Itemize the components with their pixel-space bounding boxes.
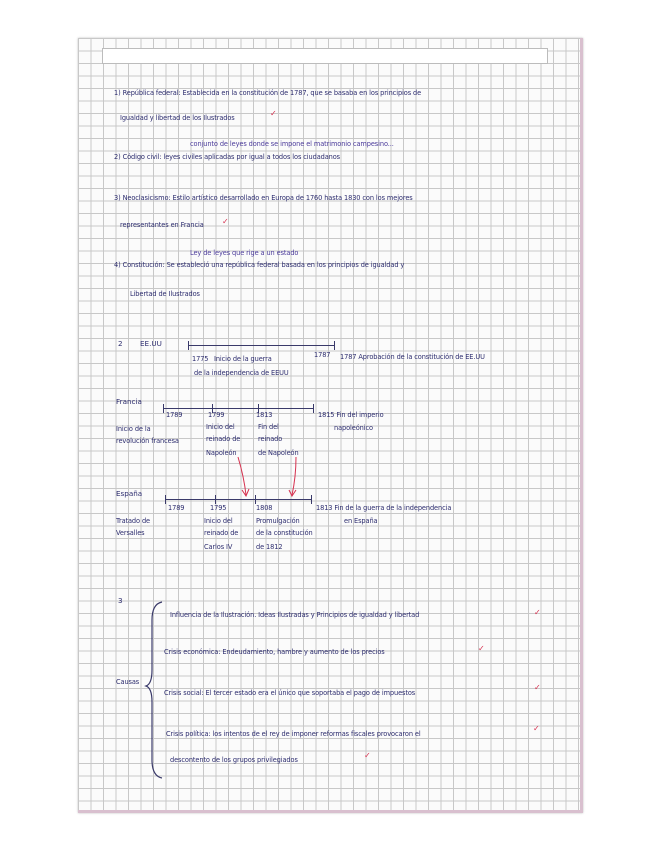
- check-mark: ✓: [270, 109, 277, 118]
- spain-label: España: [116, 489, 143, 498]
- usa-event-1b: de la independencia de EEUU: [194, 369, 289, 377]
- spain-event-3a: Promulgación: [256, 517, 300, 525]
- timeline-tick: [255, 495, 256, 504]
- item-2-line: 2) Código civil: leyes civiles aplicadas por igual a todos los ciudadanos: [114, 153, 341, 161]
- timeline-tick: [163, 404, 164, 413]
- timeline-tick: [311, 495, 312, 504]
- spain-event-4b: en España: [344, 517, 378, 525]
- usa-label: EE.UU: [140, 339, 162, 348]
- cause-4-line-b: descontento de los grupos privilegiados: [170, 756, 298, 764]
- spain-event-3c: de 1812: [256, 543, 283, 551]
- spain-event-1b: Versalles: [116, 529, 145, 537]
- page-header-box: [102, 48, 548, 64]
- timeline-tick: [215, 495, 216, 504]
- france-year-2: 1799: [208, 411, 225, 419]
- spain-event-3b: de la constitución: [256, 529, 313, 537]
- france-event-3b: reinado: [258, 435, 283, 443]
- arrow-icons: [230, 455, 310, 505]
- item-1-line-b: Igualdad y libertad de los Ilustrados: [120, 114, 235, 122]
- cause-4-line-a: Crisis política: los intentos de el rey de imponer reformas fiscales provocaron el: [166, 730, 421, 738]
- france-year-1: 1789: [166, 411, 183, 419]
- check-mark: ✓: [364, 751, 371, 760]
- cause-1: Influencia de la Ilustración. Ideas Ilustradas y Principios de igualdad y libertad: [170, 611, 420, 619]
- check-mark: ✓: [478, 644, 485, 653]
- france-event-1b: revolución francesa: [116, 437, 179, 445]
- causes-label: Causas: [116, 678, 140, 686]
- item-4-line-b: Libertad de Ilustrados: [130, 290, 200, 298]
- check-mark: ✓: [222, 217, 229, 226]
- france-event-4b: napoleónico: [334, 424, 373, 432]
- timeline-tick: [188, 341, 189, 350]
- curly-brace-icon: [144, 600, 166, 780]
- spain-year-2: 1795: [210, 504, 227, 512]
- cause-3: Crisis social: El tercer estado era el único que soportaba el pago de impuestos: [164, 689, 416, 697]
- spain-year-1: 1789: [168, 504, 185, 512]
- section-2-number: 2: [118, 339, 123, 348]
- france-timeline: [163, 408, 313, 409]
- item-4-note: Ley de leyes que rige a un estado: [190, 249, 299, 257]
- cause-2: Crisis económica: Endeudamiento, hambre y aumento de los precios: [164, 648, 385, 656]
- spain-timeline: [165, 499, 311, 500]
- france-event-2a: Inicio del: [206, 423, 235, 431]
- item-1-line-a: 1) República federal: Establecida en la constitución de 1787, que se basaba en los principios de: [114, 89, 422, 97]
- arrow-icon: [238, 457, 246, 495]
- item-4-line-a: 4) Constitución: Se estableció una república federal basada en los principios de igualdad y: [114, 261, 405, 269]
- france-event-3c: de Napoleón: [258, 449, 299, 457]
- usa-year-2: 1787: [314, 351, 331, 359]
- usa-event-1a: Inicio de la guerra: [214, 355, 272, 363]
- item-2-note: conjunto de leyes donde se impone el matrimonio campesino...: [190, 140, 394, 148]
- item-3-line-b: representantes en Francia: [120, 221, 204, 229]
- spain-year-3: 1808: [256, 504, 273, 512]
- spain-event-4a: 1813 Fin de la guerra de la independencia: [316, 504, 452, 512]
- section-3-number: 3: [118, 596, 123, 605]
- timeline-tick: [313, 404, 314, 413]
- france-event-2c: Napoleón: [206, 449, 237, 457]
- check-mark: ✓: [534, 683, 541, 692]
- spain-event-1a: Tratado de: [116, 517, 150, 525]
- check-mark: ✓: [534, 608, 541, 617]
- france-event-1a: Inicio de la: [116, 425, 151, 433]
- check-mark: ✓: [533, 724, 540, 733]
- spain-event-2c: Carlos IV: [204, 543, 233, 551]
- timeline-tick: [334, 341, 335, 350]
- france-label: Francia: [116, 397, 142, 406]
- spain-event-2b: reinado de: [204, 529, 239, 537]
- spain-event-2a: Inicio del: [204, 517, 233, 525]
- france-event-4a: 1815 Fin del imperio: [318, 411, 384, 419]
- france-year-3: 1813: [256, 411, 273, 419]
- usa-event-2: 1787 Aprobación de la constitución de EE.UU: [340, 353, 485, 361]
- usa-year-1: 1775: [192, 355, 209, 363]
- arrow-icon: [292, 457, 296, 495]
- france-event-3a: Fin del: [258, 423, 279, 431]
- timeline-tick: [165, 495, 166, 504]
- usa-timeline: [188, 345, 334, 346]
- france-event-2b: reinado de: [206, 435, 241, 443]
- item-3-line-a: 3) Neoclasicismo: Estilo artístico desarrollado en Europa de 1760 hasta 1830 con los mejores: [114, 194, 413, 202]
